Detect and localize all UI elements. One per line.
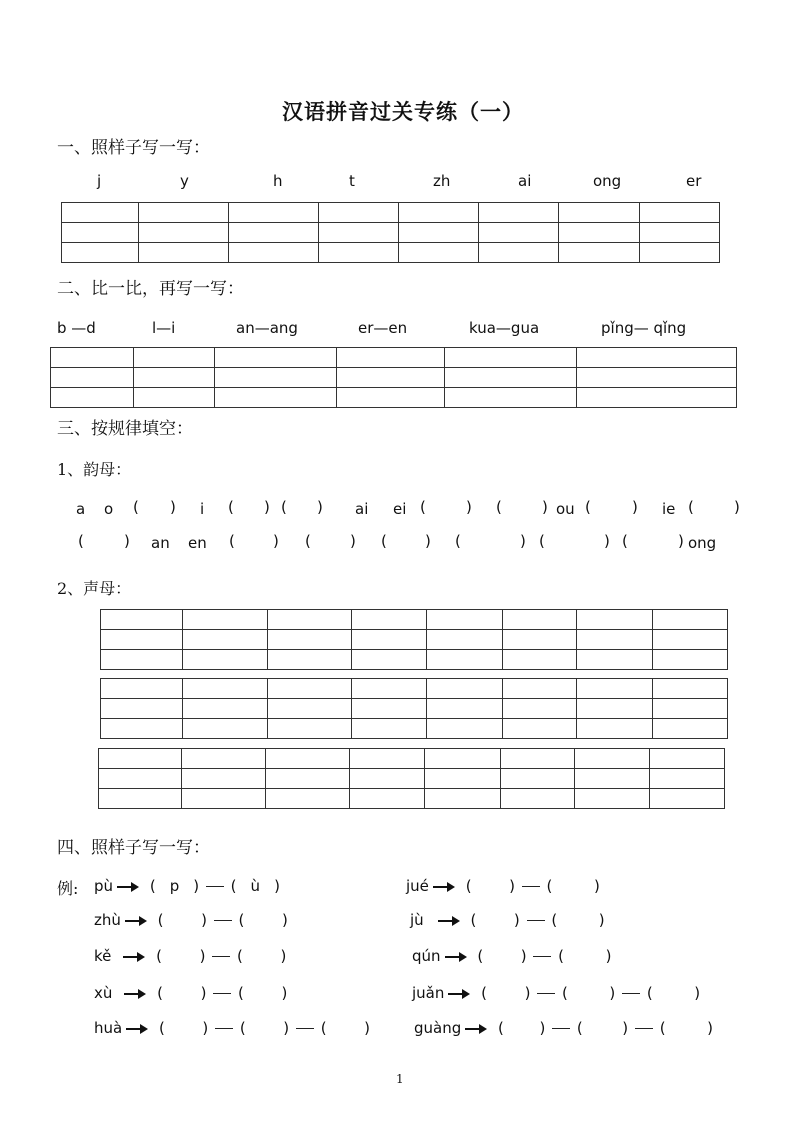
blank-close: ): [350, 532, 356, 550]
exercise-row: [412, 947, 611, 965]
letter-ai: ai: [518, 172, 532, 190]
exercise-row: [406, 877, 600, 895]
exercise-row: [94, 877, 280, 895]
exercise-row: [94, 911, 288, 929]
dash-separator: [635, 1028, 653, 1029]
paren-open: (: [481, 984, 488, 1002]
pair-b-d: b —d: [57, 319, 96, 337]
exercise-row: [414, 1019, 713, 1037]
dash-separator: [527, 920, 545, 921]
blank-close: ): [604, 532, 610, 550]
blank-open[interactable]: (: [420, 498, 426, 516]
blank-close: ): [520, 532, 526, 550]
paren-close: ): [707, 1019, 713, 1037]
arrow-icon: [438, 916, 460, 926]
blank-open[interactable]: (: [133, 498, 139, 516]
pinyin-word: pù: [94, 877, 114, 895]
pair-ping-qing: pǐng— qǐng: [601, 319, 687, 337]
dash-separator: [522, 886, 540, 887]
yunmu-ie: ie: [662, 500, 676, 518]
writing-grid-1[interactable]: [61, 202, 720, 263]
letter-j: j: [97, 172, 102, 190]
paren-close: ): [593, 877, 600, 895]
paren-open: (: [320, 1019, 327, 1037]
paren-open: (: [659, 1019, 666, 1037]
yunmu-ai: ai: [355, 500, 369, 518]
blank-open[interactable]: (: [78, 532, 84, 550]
yunmu-ong: ong: [688, 534, 717, 552]
yunmu-an: an: [151, 534, 170, 552]
paren-close: ): [193, 877, 200, 895]
pinyin-word: qún: [412, 947, 441, 965]
blank-open[interactable]: (: [455, 532, 461, 550]
paren-open: (: [159, 1019, 165, 1037]
blank-open[interactable]: (: [281, 498, 287, 516]
paren-close: ): [280, 947, 287, 965]
paren-open: (: [465, 877, 472, 895]
blank-open[interactable]: (: [496, 498, 502, 516]
yunmu-ei: ei: [393, 500, 407, 518]
paren-open: (: [230, 877, 237, 895]
dash-separator: [552, 1028, 570, 1029]
blank-close: ): [124, 532, 130, 550]
paren-close: ): [200, 984, 207, 1002]
writing-grid-2[interactable]: [50, 347, 737, 408]
letter-er: er: [686, 172, 702, 190]
blank-open[interactable]: (: [381, 532, 387, 550]
paren-open: (: [646, 984, 653, 1002]
blank-close: ): [632, 498, 638, 516]
pair-an-ang: an—ang: [236, 319, 298, 337]
letter-y: y: [180, 172, 189, 190]
dash-separator: [533, 956, 551, 957]
blank-close: ): [170, 498, 176, 516]
page-title: 汉语拼音过关专练（一）: [282, 100, 524, 124]
blank-close: ): [734, 498, 740, 516]
paren-open: (: [470, 911, 477, 929]
paren-close: ): [364, 1019, 370, 1037]
exercise-row: [410, 911, 605, 929]
arrow-icon: [465, 1024, 487, 1034]
dash-separator: [213, 993, 231, 994]
yunmu-a: a: [76, 500, 86, 518]
paren-open: (: [237, 947, 243, 965]
yunmu-o: o: [104, 500, 114, 518]
section2-heading: 二、比一比，再写一写：: [57, 279, 244, 299]
blank-open[interactable]: (: [539, 532, 545, 550]
paren-close: ): [609, 984, 616, 1002]
paren-open: (: [238, 984, 244, 1002]
paren-open: (: [239, 1019, 246, 1037]
pinyin-word: jué: [406, 877, 429, 895]
pair-er-en: er—en: [358, 319, 408, 337]
section4-heading: 四、照样子写一写：: [57, 838, 210, 858]
pair-kua-gua: kua—gua: [469, 319, 540, 337]
paren-open: (: [562, 984, 568, 1002]
blank-close: ): [425, 532, 431, 550]
arrow-icon: [433, 882, 455, 892]
paren-open: (: [149, 877, 156, 895]
pinyin-word: zhù: [94, 911, 121, 929]
paren-close: ): [513, 911, 520, 929]
dash-separator: [214, 920, 232, 921]
paren-open: (: [477, 947, 484, 965]
paren-open: (: [157, 911, 164, 929]
exercise-row: [412, 984, 700, 1002]
pair-l-i: l—i: [152, 319, 176, 337]
example-label: 例:: [57, 879, 79, 898]
pinyin-word: kě: [94, 947, 112, 965]
letter-t: t: [349, 172, 355, 190]
page-number: 1: [396, 1072, 404, 1086]
paren-close: ): [281, 984, 288, 1002]
paren-close: ): [199, 947, 206, 965]
section1-heading: 一、照样子写一写：: [57, 138, 210, 158]
blank-close: ): [678, 532, 684, 550]
yunmu-i: i: [200, 500, 205, 518]
arrow-icon: [445, 952, 467, 962]
paren-open: (: [238, 911, 245, 929]
arrow-icon: [124, 989, 146, 999]
dash-separator: [622, 993, 640, 994]
exercise-row: [94, 984, 287, 1002]
paren-open: (: [156, 947, 163, 965]
dash-separator: [206, 886, 224, 887]
yunmu-en: en: [188, 534, 207, 552]
paren-close: ): [622, 1019, 629, 1037]
paren-open: (: [551, 911, 558, 929]
answer-blank[interactable]: p: [169, 877, 180, 895]
dash-separator: [296, 1028, 314, 1029]
paren-close: ): [283, 1019, 290, 1037]
dash-separator: [215, 1028, 233, 1029]
blank-close: ): [273, 532, 279, 550]
blank-open[interactable]: (: [688, 498, 694, 516]
arrow-icon: [448, 989, 470, 999]
paren-open: (: [558, 947, 565, 965]
blank-open[interactable]: (: [622, 532, 628, 550]
exercise-row: [94, 947, 286, 965]
exercise-row: [94, 1019, 370, 1037]
answer-blank[interactable]: ù: [250, 877, 261, 895]
blank-open[interactable]: (: [305, 532, 311, 550]
blank-open[interactable]: (: [585, 498, 591, 516]
blank-close: ): [542, 498, 548, 516]
paren-close: ): [524, 984, 531, 1002]
shengmu-grid-2[interactable]: [100, 678, 728, 739]
pinyin-word: jù: [410, 911, 424, 929]
paren-close: ): [539, 1019, 546, 1037]
paren-open: (: [157, 984, 164, 1002]
paren-close: ): [281, 911, 288, 929]
letter-zh: zh: [433, 172, 451, 190]
pinyin-word: juǎn: [412, 984, 445, 1002]
yunmu-label: 1、韵母：: [57, 460, 132, 479]
paren-close: ): [605, 947, 612, 965]
section3-heading: 三、按规律填空：: [57, 419, 193, 439]
letter-h: h: [273, 172, 283, 190]
arrow-icon: [126, 1024, 148, 1034]
paren-open: (: [498, 1019, 504, 1037]
arrow-icon: [125, 916, 147, 926]
yunmu-ou: ou: [556, 500, 575, 518]
paren-close: ): [520, 947, 527, 965]
pinyin-word: guàng: [414, 1019, 462, 1037]
blank-close: ): [264, 498, 270, 516]
blank-open[interactable]: (: [228, 498, 234, 516]
blank-open[interactable]: (: [229, 532, 235, 550]
paren-close: ): [202, 1019, 209, 1037]
arrow-icon: [123, 952, 145, 962]
letter-ong: ong: [593, 172, 622, 190]
paren-open: (: [546, 877, 553, 895]
blank-close: ): [317, 498, 323, 516]
shengmu-grid-3[interactable]: [98, 748, 725, 809]
shengmu-grid-1[interactable]: [100, 609, 728, 670]
arrow-icon: [117, 882, 139, 892]
paren-close: ): [201, 911, 207, 929]
dash-separator: [212, 956, 230, 957]
shengmu-label: 2、声母：: [57, 579, 132, 598]
blank-close: ): [466, 498, 472, 516]
paren-close: ): [694, 984, 701, 1002]
pinyin-word: xù: [94, 984, 113, 1002]
dash-separator: [537, 993, 555, 994]
paren-close: ): [509, 877, 515, 895]
paren-open: (: [576, 1019, 583, 1037]
paren-close: ): [274, 877, 280, 895]
pinyin-word: huà: [94, 1019, 123, 1037]
paren-close: ): [598, 911, 605, 929]
